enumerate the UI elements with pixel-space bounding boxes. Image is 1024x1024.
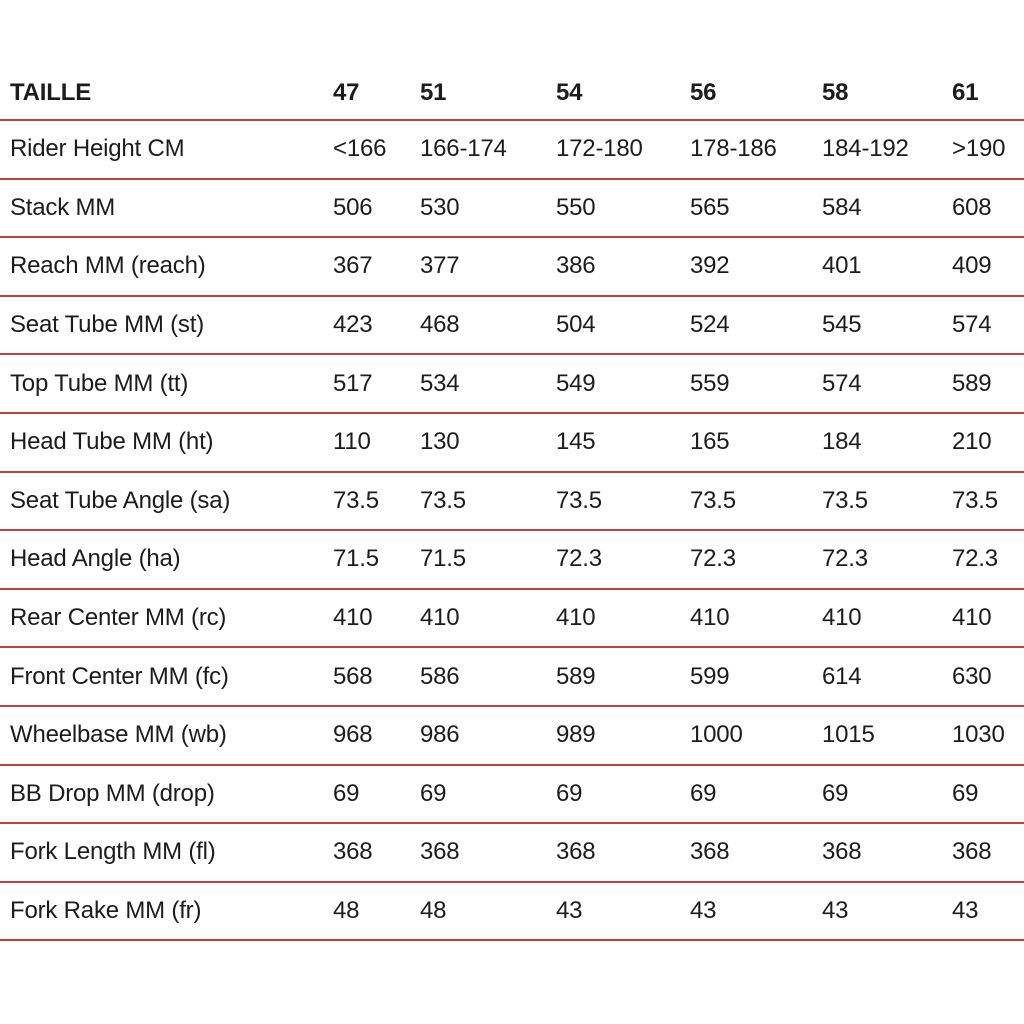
table-cell: 549 — [556, 369, 596, 397]
table-cell: 409 — [952, 252, 992, 280]
table-cell: 69 — [420, 779, 447, 807]
table-cell: 184 — [822, 428, 862, 456]
table-cell: 368 — [952, 838, 992, 866]
table-cell: 584 — [822, 193, 862, 221]
table-cell: >190 — [952, 135, 1006, 163]
table-cell: 506 — [333, 193, 373, 221]
table-cell: 210 — [952, 428, 992, 456]
table-cell: 599 — [690, 662, 730, 690]
row-label: Fork Rake MM (fr) — [10, 897, 202, 925]
header-size-47: 47 — [333, 79, 360, 106]
table-cell: 165 — [690, 428, 730, 456]
row-label: Seat Tube Angle (sa) — [10, 486, 231, 514]
table-cell: 166-174 — [420, 135, 507, 163]
table-cell: 368 — [333, 838, 373, 866]
table-cell: 630 — [952, 662, 992, 690]
table-cell: 559 — [690, 369, 730, 397]
table-row-rear-center — [0, 590, 1024, 649]
table-cell: 392 — [690, 252, 730, 280]
table-row-rider-height — [0, 121, 1024, 180]
table-cell: 410 — [952, 604, 992, 632]
table-row-seat-tube-angle — [0, 473, 1024, 532]
table-cell: 504 — [556, 311, 596, 339]
table-cell: 574 — [822, 369, 862, 397]
table-cell: 73.5 — [952, 486, 998, 514]
table-cell: 72.3 — [822, 545, 868, 573]
table-cell: 184-192 — [822, 135, 909, 163]
table-cell: 368 — [420, 838, 460, 866]
row-label: Wheelbase MM (wb) — [10, 721, 227, 749]
table-cell: 368 — [822, 838, 862, 866]
table-cell: 73.5 — [822, 486, 868, 514]
header-size-56: 56 — [690, 79, 717, 106]
table-cell: 524 — [690, 311, 730, 339]
table-cell: 401 — [822, 252, 862, 280]
table-header-row — [0, 62, 1024, 121]
table-cell: 545 — [822, 311, 862, 339]
table-cell: 517 — [333, 369, 373, 397]
table-cell: 73.5 — [333, 486, 379, 514]
table-cell: 43 — [952, 897, 979, 925]
header-size-51: 51 — [420, 79, 447, 106]
table-cell: 73.5 — [690, 486, 736, 514]
row-label: Head Angle (ha) — [10, 545, 181, 573]
table-row-fork-rake — [0, 883, 1024, 942]
table-cell: 968 — [333, 721, 373, 749]
table-cell: 410 — [822, 604, 862, 632]
table-cell: 69 — [690, 779, 717, 807]
table-cell: 530 — [420, 193, 460, 221]
table-row-bb-drop — [0, 766, 1024, 825]
row-label: Front Center MM (fc) — [10, 662, 229, 690]
row-label: Stack MM — [10, 193, 116, 221]
table-cell: 410 — [690, 604, 730, 632]
table-cell: 72.3 — [952, 545, 998, 573]
table-cell: 110 — [333, 428, 371, 456]
row-label: Rear Center MM (rc) — [10, 604, 227, 632]
table-cell: 1000 — [690, 721, 743, 749]
table-cell: 368 — [556, 838, 596, 866]
table-cell: 589 — [952, 369, 992, 397]
header-size-61: 61 — [952, 79, 979, 106]
table-row-seat-tube — [0, 297, 1024, 356]
table-cell: 368 — [690, 838, 730, 866]
table-row-reach — [0, 238, 1024, 297]
table-cell: 423 — [333, 311, 373, 339]
table-row-stack — [0, 180, 1024, 239]
table-cell: 574 — [952, 311, 992, 339]
table-cell: 72.3 — [556, 545, 602, 573]
table-cell: 73.5 — [556, 486, 602, 514]
table-cell: 367 — [333, 252, 373, 280]
table-cell: 410 — [556, 604, 596, 632]
row-label: Seat Tube MM (st) — [10, 311, 204, 339]
row-label: Top Tube MM (tt) — [10, 369, 189, 397]
table-cell: 568 — [333, 662, 373, 690]
table-cell: 69 — [556, 779, 583, 807]
row-label: Head Tube MM (ht) — [10, 428, 214, 456]
table-cell: 72.3 — [690, 545, 736, 573]
table-cell: 130 — [420, 428, 460, 456]
row-label: Rider Height CM — [10, 135, 185, 163]
table-cell: 1030 — [952, 721, 1005, 749]
table-row-head-tube — [0, 414, 1024, 473]
table-cell: 614 — [822, 662, 862, 690]
header-size-label: TAILLE — [10, 79, 92, 106]
table-cell: 73.5 — [420, 486, 466, 514]
table-cell: 43 — [690, 897, 717, 925]
table-cell: 69 — [333, 779, 360, 807]
row-label: Reach MM (reach) — [10, 252, 206, 280]
table-cell: 410 — [420, 604, 460, 632]
header-size-58: 58 — [822, 79, 849, 106]
header-size-54: 54 — [556, 79, 583, 106]
table-cell: 565 — [690, 193, 730, 221]
table-cell: 43 — [556, 897, 583, 925]
table-cell: 410 — [333, 604, 373, 632]
table-cell: 468 — [420, 311, 460, 339]
table-row-wheelbase — [0, 707, 1024, 766]
table-cell: 145 — [556, 428, 596, 456]
table-cell: 586 — [420, 662, 460, 690]
table-cell: 178-186 — [690, 135, 777, 163]
table-row-front-center — [0, 648, 1024, 707]
table-cell: 989 — [556, 721, 596, 749]
table-cell: 69 — [952, 779, 979, 807]
table-cell: 43 — [822, 897, 849, 925]
table-cell: <166 — [333, 135, 387, 163]
table-cell: 172-180 — [556, 135, 643, 163]
table-cell: 534 — [420, 369, 460, 397]
table-cell: 71.5 — [420, 545, 466, 573]
table-row-head-angle — [0, 531, 1024, 590]
row-label: BB Drop MM (drop) — [10, 779, 215, 807]
table-cell: 48 — [420, 897, 447, 925]
table-cell: 377 — [420, 252, 460, 280]
table-cell: 48 — [333, 897, 360, 925]
table-cell: 986 — [420, 721, 460, 749]
table-cell: 386 — [556, 252, 596, 280]
table-row-fork-length — [0, 824, 1024, 883]
table-cell: 608 — [952, 193, 992, 221]
table-cell: 589 — [556, 662, 596, 690]
table-row-top-tube — [0, 355, 1024, 414]
table-cell: 550 — [556, 193, 596, 221]
table-cell: 71.5 — [333, 545, 379, 573]
row-label: Fork Length MM (fl) — [10, 838, 216, 866]
table-cell: 69 — [822, 779, 849, 807]
table-cell: 1015 — [822, 721, 875, 749]
